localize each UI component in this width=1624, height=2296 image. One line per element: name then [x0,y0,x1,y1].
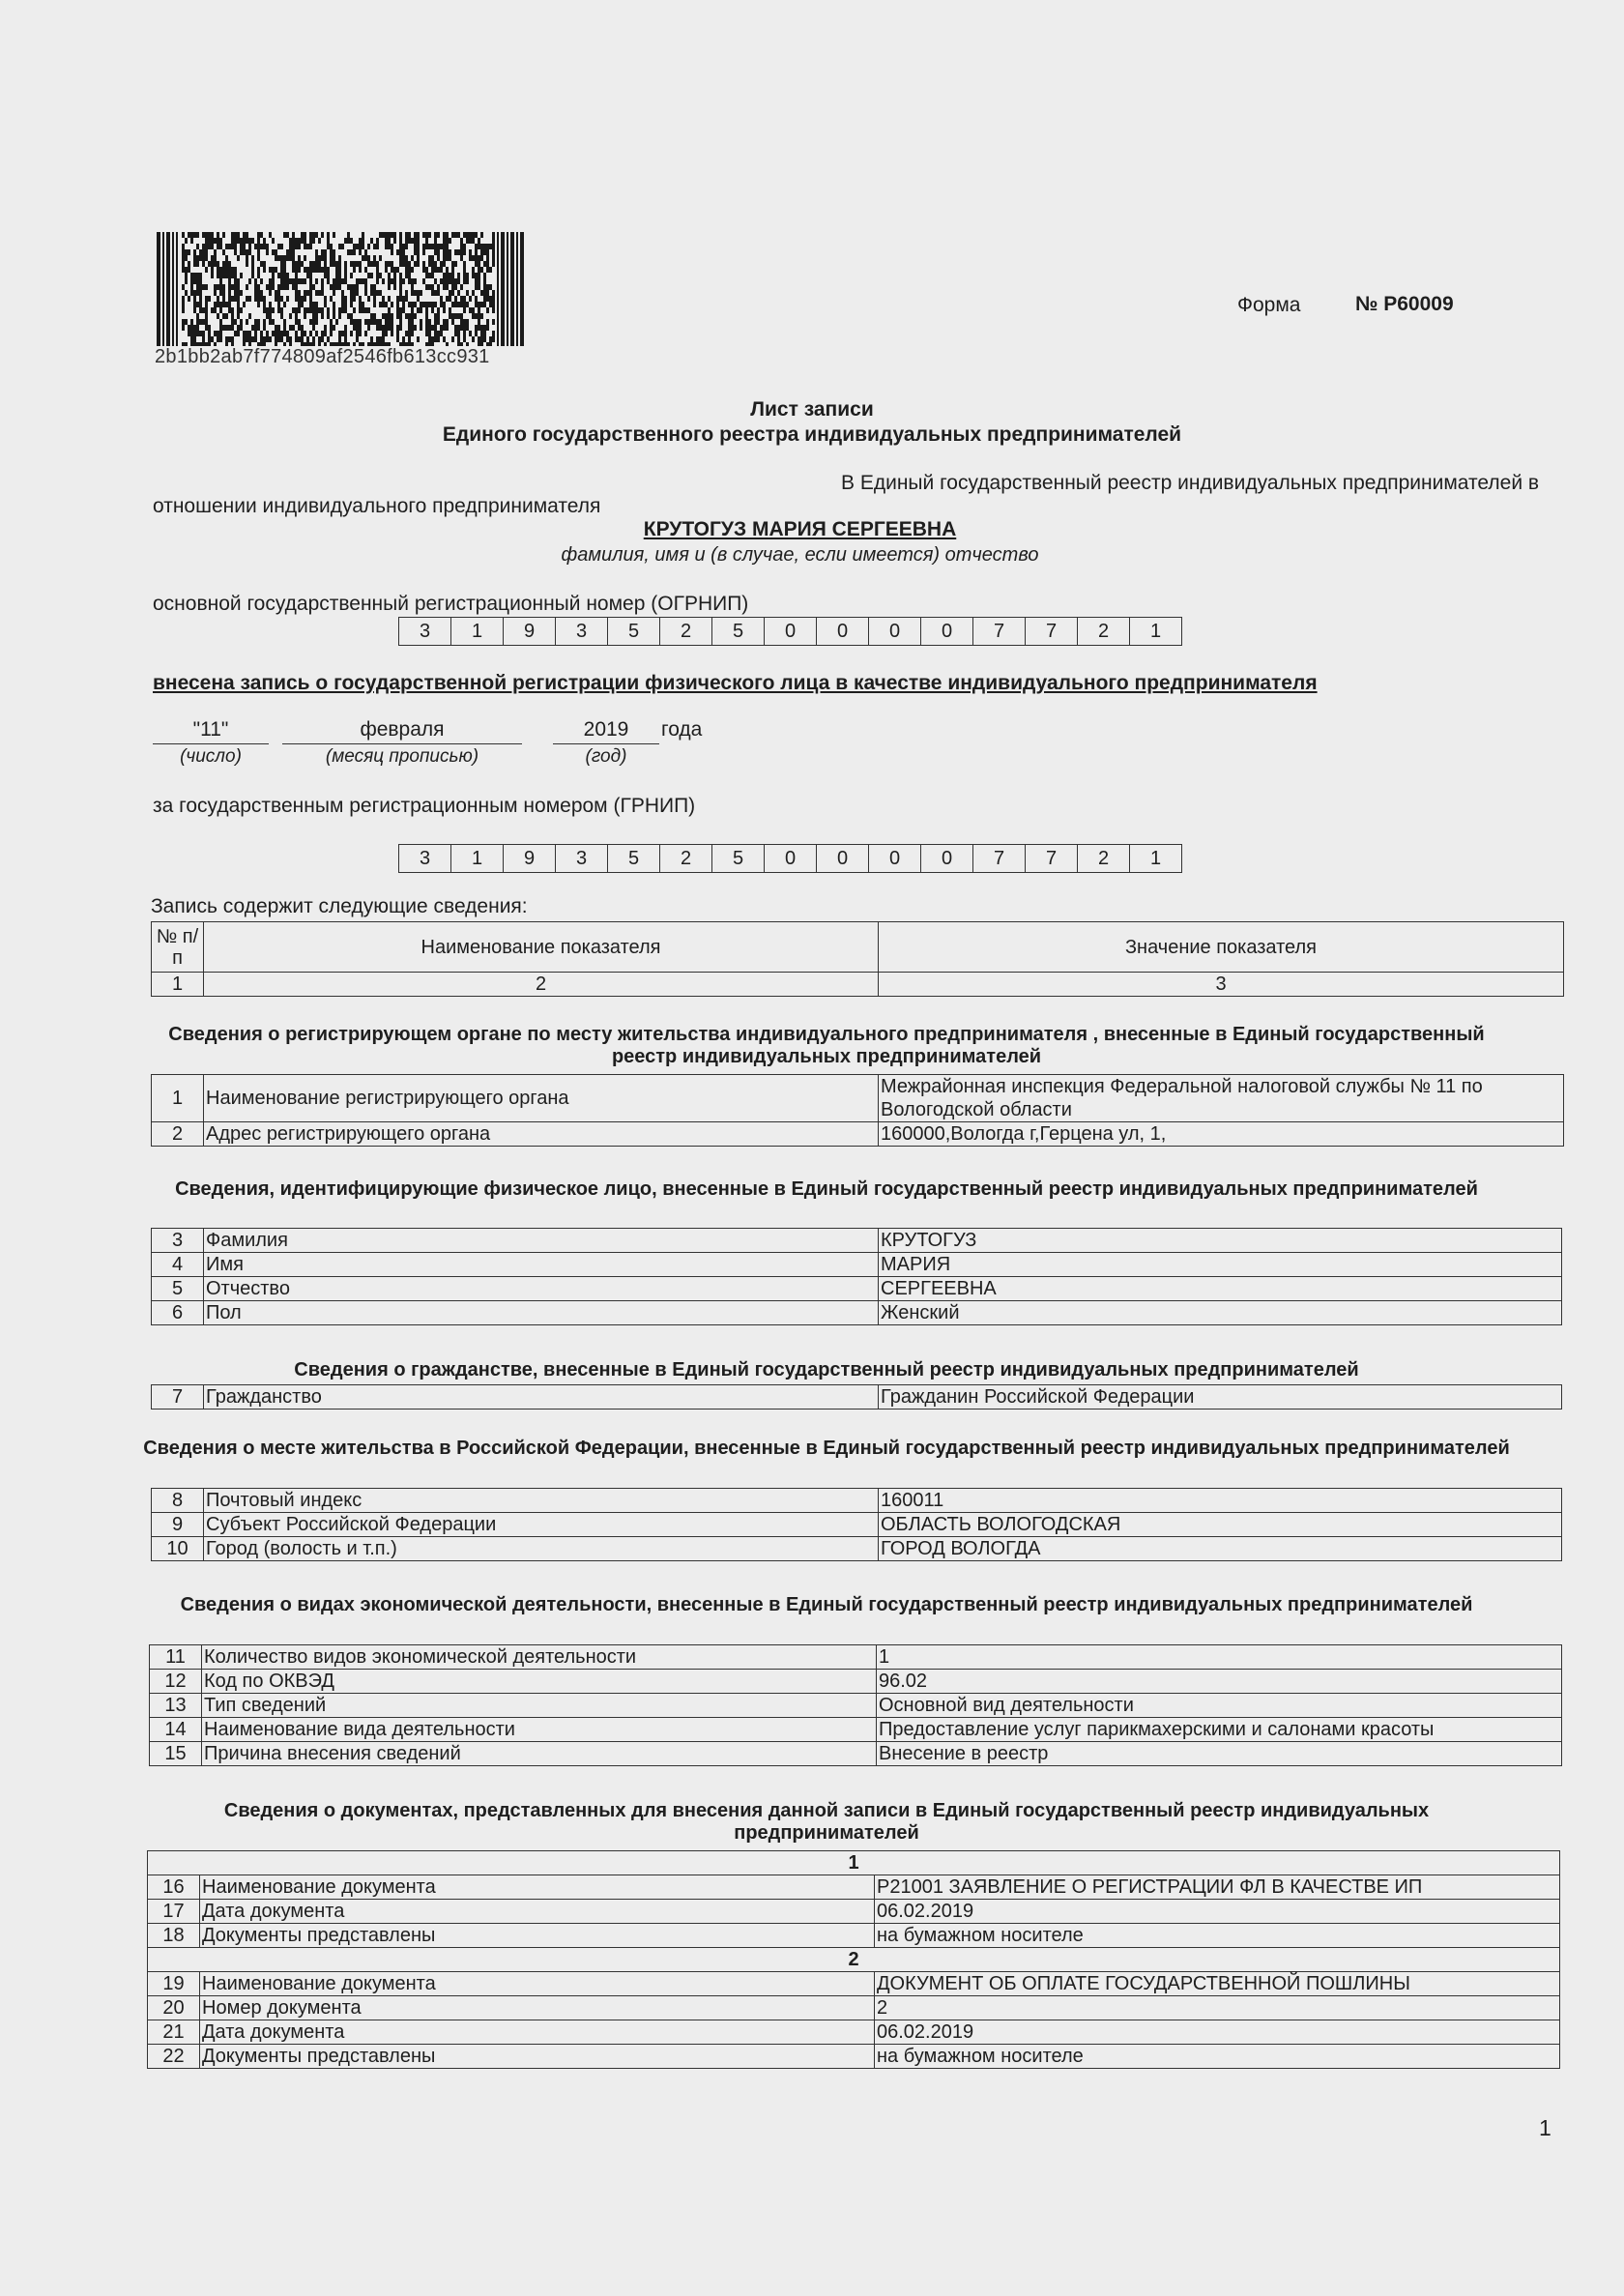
ogrnip-digit: 0 [764,618,816,645]
row-value: Гражданин Российской Федерации [879,1385,1562,1410]
row-number: 20 [148,1996,200,2020]
ogrnip-digit: 0 [816,618,868,645]
date-month-caption: (месяц прописью) [325,746,479,767]
columns-header-table [151,921,1564,997]
documents-table [147,1850,1560,2069]
row-value: 1 [877,1645,1562,1670]
row-number: 15 [150,1742,202,1766]
row-value: ДОКУМЕНТ ОБ ОПЛАТЕ ГОСУДАРСТВЕННОЙ ПОШЛИНЫ [875,1972,1560,1996]
section-title-citizenship: Сведения о гражданстве, внесенные в Единый государственный реестр индивидуальных предпринимателей [294,1359,1359,1381]
date-day-caption: (число) [180,746,242,767]
row-value: 06.02.2019 [875,2020,1560,2045]
row-name: Причина внесения сведений [202,1742,877,1766]
row-name: Дата документа [200,1900,875,1924]
row-number: 13 [150,1694,202,1718]
row-number: 3 [152,1229,204,1253]
row-name: Наименование документа [200,1875,875,1900]
column-number-header: № п/п [152,922,204,973]
row-name: Адрес регистрирующего органа [204,1122,879,1147]
row-name: Документы представлены [200,1924,875,1948]
ogrnip-digit: 0 [920,618,972,645]
row-value: 96.02 [877,1670,1562,1694]
record-contains-label: Запись содержит следующие сведения: [151,895,528,917]
date-year: 2019 [553,718,659,744]
grnip-digit: 3 [555,845,607,872]
row-value: 2 [875,1996,1560,2020]
section-title-residence: Сведения о месте жительства в Российской Федерации, внесенные в Единый государственный реестр индивидуальных предпринимателей [143,1438,1510,1459]
economic-activity-table [149,1644,1562,1766]
document-hash: 2b1bb2ab7f774809af2546fb613cc931 [155,346,490,367]
row-value: Женский [879,1301,1562,1325]
row-name: Отчество [204,1277,879,1301]
intro-line-1: В Единый государственный реестр индивидуальных предпринимателей в [841,472,1540,494]
section-title-identification: Сведения, идентифицирующие физическое лицо, внесенные в Единый государственный реестр индивидуальных предпринимателей [175,1178,1478,1200]
identification-table [151,1228,1562,1325]
grnip-digit: 5 [607,845,659,872]
grnip-digit: 0 [868,845,920,872]
ogrnip-digit: 0 [868,618,920,645]
grnip-digit: 5 [711,845,764,872]
ogrnip-digit: 1 [1129,618,1181,645]
ogrnip-digit: 9 [503,618,555,645]
row-name: Документы представлены [200,2045,875,2069]
row-value: Основной вид деятельности [877,1694,1562,1718]
grnip-digit: 1 [1129,845,1181,872]
grnip-digit-boxes [398,844,1182,873]
date-month: февраля [282,718,522,744]
full-name-caption: фамилия, имя и (в случае, если имеется) отчество [561,544,1039,566]
section-title-economic-activity: Сведения о видах экономической деятельности, внесенные в Единый государственный реестр индивидуальных предпринимателей [180,1594,1473,1615]
row-value: КРУТОГУЗ [879,1229,1562,1253]
row-number: 5 [152,1277,204,1301]
grnip-digit: 7 [972,845,1025,872]
ogrnip-digit: 5 [711,618,764,645]
registration-statement: внесена запись о государственной регистрации физического лица в качестве индивидуального предпринимателя [153,672,1318,694]
row-value: на бумажном носителе [875,1924,1560,1948]
row-value: Р21001 ЗАЯВЛЕНИЕ О РЕГИСТРАЦИИ ФЛ В КАЧЕСТВЕ ИП [875,1875,1560,1900]
grnip-digit: 9 [503,845,555,872]
row-name: Субъект Российской Федерации [204,1513,879,1537]
row-name: Пол [204,1301,879,1325]
residence-table [151,1488,1562,1561]
row-name: Код по ОКВЭД [202,1670,877,1694]
row-number: 9 [152,1513,204,1537]
grnip-digit: 2 [659,845,711,872]
row-number: 22 [148,2045,200,2069]
ogrnip-digit: 5 [607,618,659,645]
citizenship-table [151,1384,1562,1410]
row-value: 06.02.2019 [875,1900,1560,1924]
row-number: 19 [148,1972,200,1996]
grnip-digit: 3 [419,848,431,869]
entrepreneur-full-name: КРУТОГУЗ МАРИЯ СЕРГЕЕВНА [643,518,957,540]
grnip-digit: 1 [450,845,503,872]
date-day: "11" [153,718,269,744]
document-group-label: 2 [148,1948,1560,1972]
grnip-label: за государственным регистрационным номером (ГРНИП) [153,795,696,817]
row-number: 4 [152,1253,204,1277]
row-value: СЕРГЕЕВНА [879,1277,1562,1301]
ogrnip-digit: 2 [659,618,711,645]
grnip-digit: 0 [816,845,868,872]
row-number: 8 [152,1489,204,1513]
ogrnip-digit: 3 [555,618,607,645]
section-title-registering-authority: Сведения о регистрирующем органе по месту жительства индивидуального предпринимателя , внесенные в Единый государственный реестр индивидуальных предпринимателей [168,1024,1485,1067]
row-name: Имя [204,1253,879,1277]
column-name-index: 2 [204,973,879,997]
row-value: МАРИЯ [879,1253,1562,1277]
row-value: 160000,Вологда г,Герцена ул, 1, [879,1122,1564,1147]
row-number: 12 [150,1670,202,1694]
ogrnip-digit: 7 [1025,618,1077,645]
row-value: ОБЛАСТЬ ВОЛОГОДСКАЯ [879,1513,1562,1537]
ogrnip-digit: 1 [450,618,503,645]
row-value: 160011 [879,1489,1562,1513]
registering-authority-table [151,1074,1564,1147]
barcode-image [157,232,524,346]
row-number: 14 [150,1718,202,1742]
row-name: Наименование регистрирующего органа [204,1075,879,1122]
column-value-index: 3 [879,973,1564,997]
row-value: на бумажном носителе [875,2045,1560,2069]
document-group-label: 1 [148,1851,1560,1875]
row-name: Тип сведений [202,1694,877,1718]
ogrnip-digit-boxes [398,617,1182,646]
row-value: Межрайонная инспекция Федеральной налоговой службы № 11 по Вологодской области [879,1075,1564,1122]
row-number: 17 [148,1900,200,1924]
ogrnip-digit: 7 [972,618,1025,645]
ogrnip-digit: 3 [419,621,431,642]
row-name: Город (волость и т.п.) [204,1537,879,1561]
row-number: 18 [148,1924,200,1948]
row-name: Почтовый индекс [204,1489,879,1513]
grnip-digit: 2 [1077,845,1129,872]
intro-line-2: отношении индивидуального предпринимателя [153,495,601,517]
row-value: ГОРОД ВОЛОГДА [879,1537,1562,1561]
document-subtitle: Единого государственного реестра индивидуальных предпринимателей [442,423,1182,446]
form-number: № Р60009 [1355,293,1454,315]
document-title: Лист записи [750,398,874,421]
row-value: Предоставление услуг парикмахерскими и салонами красоты [877,1718,1562,1742]
date-year-suffix: года [661,718,703,741]
row-number: 21 [148,2020,200,2045]
row-name: Количество видов экономической деятельности [202,1645,877,1670]
row-name: Номер документа [200,1996,875,2020]
column-name-header: Наименование показателя [204,922,879,973]
section-title-documents: Сведения о документах, представленных для внесения данной записи в Единый государственный реестр индивидуальных предпринимателей [223,1800,1430,1844]
column-number-index: 1 [152,973,204,997]
date-year-caption: (год) [585,746,627,767]
row-number: 6 [152,1301,204,1325]
form-label: Форма [1237,294,1301,316]
row-name: Наименование вида деятельности [202,1718,877,1742]
page-number: 1 [1539,2115,1552,2140]
grnip-digit: 0 [764,845,816,872]
row-name: Фамилия [204,1229,879,1253]
row-number: 10 [152,1537,204,1561]
row-number: 2 [152,1122,204,1147]
grnip-digit: 7 [1025,845,1077,872]
row-value: Внесение в реестр [877,1742,1562,1766]
row-number: 1 [152,1075,204,1122]
grnip-digit: 0 [920,845,972,872]
row-name: Наименование документа [200,1972,875,1996]
row-number: 11 [150,1645,202,1670]
row-name: Гражданство [204,1385,879,1410]
ogrnip-digit: 2 [1077,618,1129,645]
row-name: Дата документа [200,2020,875,2045]
row-number: 7 [152,1385,204,1410]
column-value-header: Значение показателя [879,922,1564,973]
row-number: 16 [148,1875,200,1900]
ogrnip-label: основной государственный регистрационный номер (ОГРНИП) [153,593,749,615]
